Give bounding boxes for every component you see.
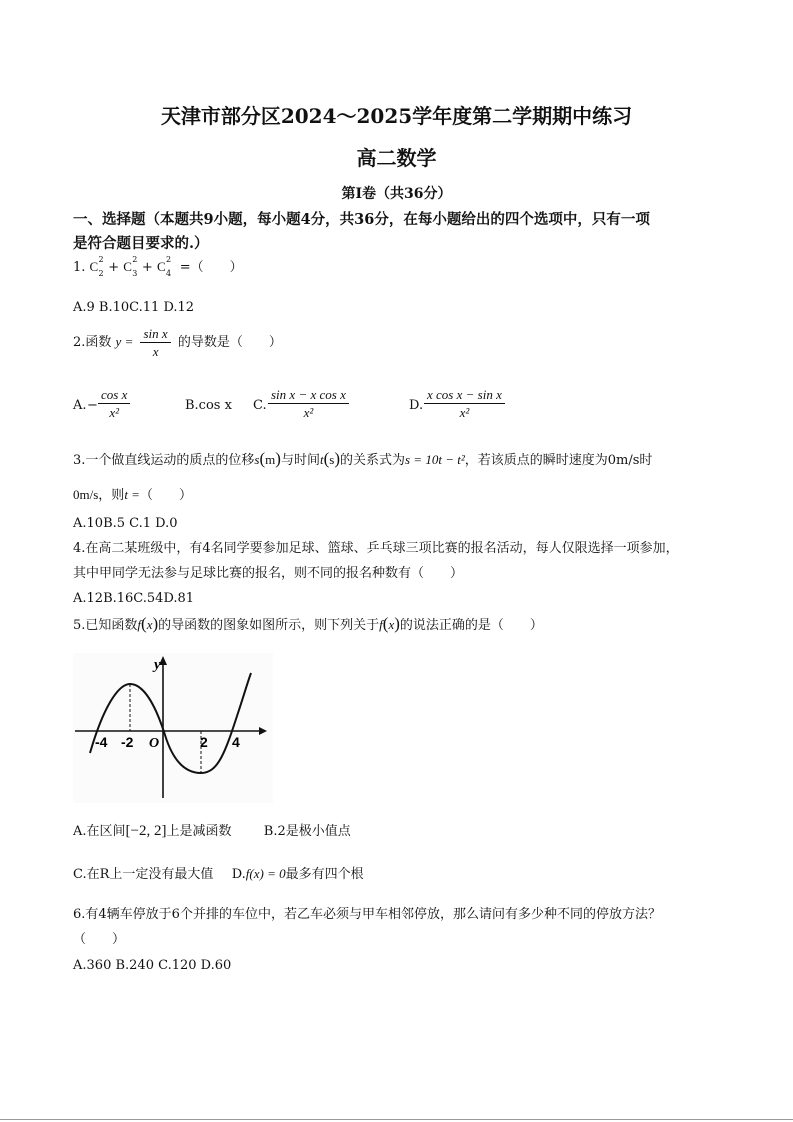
question-stem: 5.已知函数	[73, 618, 138, 633]
label-origin: O	[149, 736, 160, 751]
question-stem-4: ，若该质点的瞬时速度为0m/s时	[464, 453, 653, 468]
page-bottom-border	[0, 1119, 793, 1120]
question-tail: （ ）	[139, 488, 192, 503]
motion-formula: s = 10t − t²	[405, 452, 465, 467]
question-stem-5: ，则	[98, 488, 125, 503]
question-stem-3: 的关系式为	[339, 453, 405, 468]
question-tail: 的导数是（ ）	[177, 335, 282, 350]
question-1-options: A.9 B.10C.11 D.12	[73, 300, 195, 315]
combination-3: C 2 4	[156, 255, 172, 278]
question-4-line2: 其中甲同学无法参与足球比赛的报名，则不同的报名种数有（ ）	[73, 566, 464, 581]
section-heading-line1: 一、选择题（本题共9小题，每小题4分，共36分，在每小题给出的四个选项中，只有一项	[73, 211, 650, 228]
question-tail: =（ ）	[179, 260, 243, 275]
combination-2: C 2 3	[123, 255, 138, 278]
option-c: C.在R上一定没有最大值	[73, 867, 214, 882]
question-stem: 3.一个做直线运动的质点的位移	[73, 453, 255, 468]
var-x: x	[388, 617, 395, 632]
velocity-value: 0m/s	[73, 487, 99, 502]
section-heading-line2: 是符合题目要求的.）	[73, 235, 209, 252]
option-a-label: A.	[73, 398, 87, 413]
t-equals: t =	[124, 487, 140, 502]
option-b: B.2是极小值点	[263, 824, 351, 839]
tick-minus2: -2	[121, 734, 134, 750]
question-stem-2: 与时间	[280, 453, 320, 468]
option-d-equation: f(x) = 0	[245, 866, 286, 881]
question-3-line1: 3.一个做直线运动的质点的位移s(m)与时间t(s)的关系式为s = 10t − t²，若该质点的瞬时速度为0m/s时	[73, 449, 653, 468]
option-a-fraction: $\frac{\text{cos x}}{\text{x²}}$	[98, 386, 130, 421]
question-2	[73, 325, 282, 360]
question-5-options-cd	[73, 865, 364, 884]
option-d-prefix: D.	[231, 867, 246, 882]
fraction: $\frac{\text{sin x}}{x}$	[140, 325, 170, 360]
var-x: x	[146, 617, 153, 632]
option-c-label: C.	[253, 398, 267, 413]
question-3-options: A.10B.5 C.1 D.0	[73, 516, 178, 531]
var-s: s	[254, 452, 260, 467]
question-4-options: A.12B.16C.54D.81	[73, 591, 195, 606]
tick-minus4: -4	[95, 734, 108, 750]
question-5: 5.已知函数f(x)的导函数的图象如图所示，则下列关于f(x)的说法正确的是（ ）	[73, 614, 543, 633]
question-4-line1: 4.在高二某班级中，有4名同学要参加足球、篮球、乒乓球三项比赛的报名活动，每人仅限选择一项参加，	[73, 541, 679, 556]
graph-background	[73, 653, 273, 803]
question-3-line2	[73, 486, 192, 505]
question-number: 1.	[73, 260, 86, 275]
question-6-options: A.360 B.240 C.120 D.60	[73, 958, 232, 973]
option-a-suffix: 上是减函数	[166, 824, 232, 839]
option-a-prefix: A.在区间	[73, 824, 126, 839]
combination-1: C 2 2	[89, 255, 104, 278]
equation-lhs: y =	[115, 334, 134, 349]
option-d-suffix: 最多有四个根	[285, 867, 364, 882]
func-f: f	[137, 617, 142, 632]
tick-2: 2	[200, 734, 208, 750]
exam-subject: 高二数学	[356, 146, 437, 170]
label-y: y	[154, 657, 161, 673]
question-stem: 2.函数	[73, 335, 112, 350]
option-c-fraction: $\frac{\text{sin x − x cos x}}{\text{x²}}$	[268, 386, 349, 421]
option-d-fraction: $\frac{\text{x cos x − sin x}}{\text{x²}}$	[424, 386, 505, 421]
tick-4: 4	[232, 734, 240, 750]
exam-title: 天津市部分区2024～2025学年度第二学期期中练习	[160, 104, 633, 128]
func-f: f	[379, 617, 383, 632]
option-d-label: D.	[409, 398, 424, 413]
question-1: 1. C 2 2 + C 2 3 + C 2 4 =（ ）	[73, 255, 243, 278]
question-5-options-ab	[73, 822, 351, 841]
option-a-interval: [−2, 2]	[125, 823, 167, 839]
var-t: t	[319, 452, 324, 467]
question-6-line2: （ ）	[73, 932, 126, 947]
question-tail: 的说法正确的是（ ）	[399, 618, 543, 633]
question-stem-2: 的导函数的图象如图所示，则下列关于	[158, 618, 380, 633]
option-b: B.cos x	[185, 398, 232, 413]
volume-label: 第Ⅰ卷（共36分）	[341, 186, 452, 202]
derivative-graph	[73, 653, 273, 803]
question-6-line1: 6.有4辆车停放于6个并排的车位中，若乙车必须与甲车相邻停放，那么请问有多少种不同的停放方法？	[73, 907, 661, 922]
unit-s: s	[329, 452, 335, 467]
unit-m: m	[265, 452, 276, 467]
